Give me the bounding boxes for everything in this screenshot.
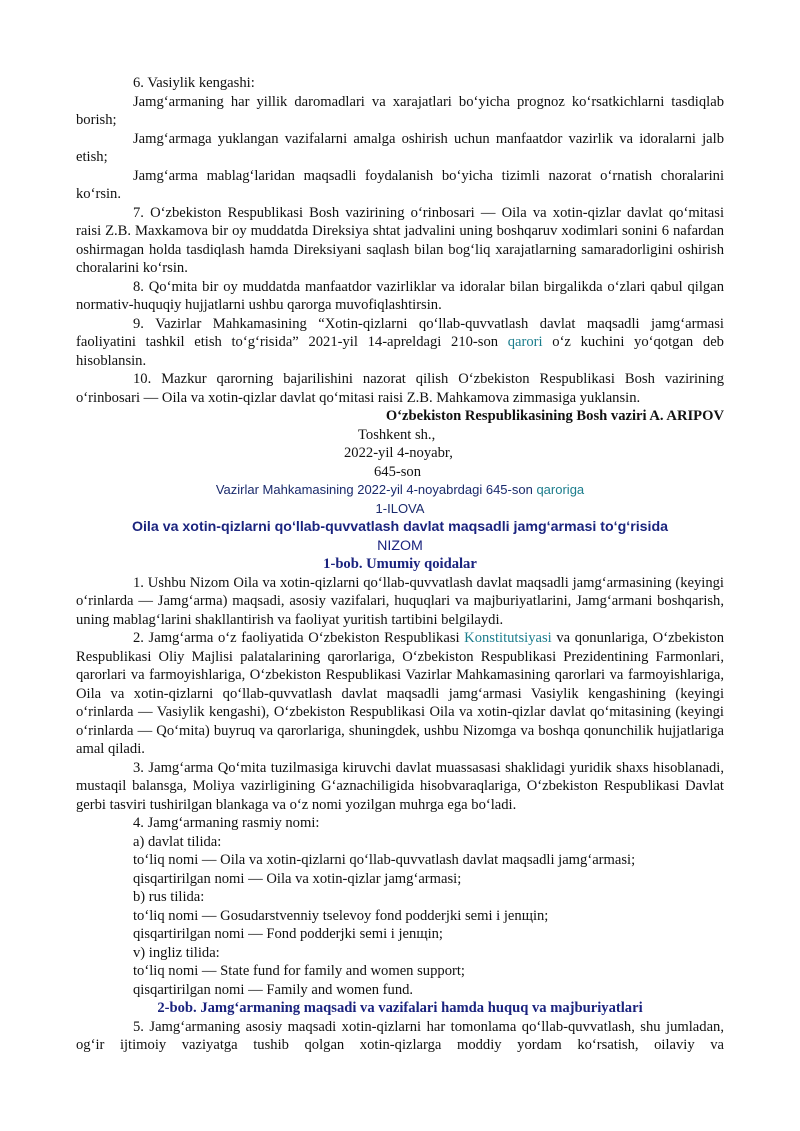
document-page <box>76 74 724 1055</box>
signature: O‘zbekiston Respublikasining Bosh vaziri A. ARIPOV <box>385 408 724 424</box>
clause-1: 1. Ushbu Nizom Oila va xotin-qizlarni qo‘llab-quvvatlash davlat maqsadli jamg‘armasining (keyingi o‘rinlarda — Jamg‘arma) maqsadi, asosiy vazifalari, huquqlari va majburiyatlarini, Jamg‘armani boshqarish, uning mablag‘larini shakllantirish va faoliyat yuritish tartibini belgilaydi. <box>76 574 724 628</box>
regulation-title: Oila va xotin-qizlarni qo‘llab-quvvatlash davlat maqsadli jamg‘armasi to‘g‘risida <box>131 519 669 535</box>
clause-4-a-short: qisqartirilgan nomi — Oila va xotin-qizlar jamg‘armasi; <box>133 870 462 887</box>
qarori-link[interactable]: qarori <box>507 334 543 350</box>
clause-4-v: v) ingliz tilida: <box>133 944 220 961</box>
item-6-b: Jamg‘armaga yuklangan vazifalarni amalga oshirish uchun manfaatdor vazirlik va idoralarni jalb etish; <box>76 130 724 165</box>
appendix-reference <box>76 481 724 500</box>
clause-2-text-b: va qonunlariga, O‘zbekiston Respublikasi Oliy Majlisi palatalarining qarorlariga, O‘zbekiston Respublikasi Prezidentining Farmonlari, qarorlari va farmoyishlariga, O‘zbekiston Respublikasi Vazirlar Mahkamasining qarorlari va farmoyishlariga, Oila va xotin-qizlarni qo‘llab-quvvatlash davlat maqsadli jamg‘armasi Vasiylik kengashining (keyingi o‘rinlarda — Vasiylik kengashi), O‘zbekiston Respublikasi Oila va xotin-qizlar davlat qo‘mitasining (keyingi o‘rinlarda — Qo‘mita) buyruq va qarorlariga, shuningdek, ushbu Nizomga va boshqa qonunchilik hujjatlariga amal qiladi. <box>76 630 724 757</box>
clause-4-v-short: qisqartirilgan nomi — Family and women fund. <box>133 981 414 998</box>
clause-5: 5. Jamg‘armaning asosiy maqsadi xotin-qizlarni har tomonlama qo‘llab-quvvatlash, shu jumladan, og‘ir ijtimoiy vaziyatga tushib qolgan xotin-qizlarga moddiy yordam ko‘rsatish, oilaviy va <box>76 1018 724 1053</box>
item-8: 8. Qo‘mita bir oy muddatda manfaatdor vazirliklar va idoralar bilan birgalikda o‘zlari qabul qilgan normativ-huquqiy hujjatlarni ushbu qarorga muvofiqlashtirsin. <box>76 278 724 313</box>
item-6-a: Jamg‘armaning har yillik daromadlari va xarajatlari bo‘yicha prognoz ko‘rsatkichlarni tasdiqlab borish; <box>76 93 724 128</box>
signature-number: 645-son <box>374 463 422 480</box>
clause-4-a-full: to‘liq nomi — Oila va xotin-qizlarni qo‘llab-quvvatlash davlat maqsadli jamg‘armasi; <box>133 852 636 868</box>
konstitutsiya-link[interactable]: Konstitutsiyasi <box>464 630 552 646</box>
item-9 <box>76 315 724 371</box>
item-6-heading: 6. Vasiylik kengashi: <box>133 75 255 91</box>
clause-4: 4. Jamg‘armaning rasmiy nomi: <box>133 815 320 831</box>
clause-4-b: b) rus tilida: <box>133 889 205 905</box>
chapter-2-heading: 2-bob. Jamg‘armaning maqsadi va vazifalari hamda huquq va majburiyatlari <box>157 1000 643 1016</box>
item-9-text-b: o‘z kuchini yo‘qotgan deb hisoblansin. <box>76 334 724 369</box>
regulation-nizom-label: NIZOM <box>377 537 423 554</box>
clause-4-b-full: to‘liq nomi — Gosudarstvenniy tselevoy fond podderjki semi i jenщin; <box>133 907 549 924</box>
clause-4-a: a) davlat tilida: <box>133 833 222 850</box>
item-9-text-a: 9. Vazirlar Mahkamasining “Xotin-qizlarni qo‘llab-quvvatlash davlat maqsadli jamg‘armasi faoliyatini tashkil etish to‘g‘risida” 2021-yil 14-apreldagi 210-son <box>76 315 724 350</box>
chapter-1-heading: 1-bob. Umumiy qoidalar <box>323 556 477 572</box>
clause-2 <box>76 629 724 759</box>
item-6-c: Jamg‘arma mablag‘laridan maqsadli foydalanish bo‘yicha tizimli nazorat o‘rnatish choralarini ko‘rsin. <box>76 167 724 202</box>
item-7: 7. O‘zbekiston Respublikasi Bosh vazirining o‘rinbosari — Oila va xotin-qizlar davlat qo‘mitasi raisi Z.B. Maxkamova bir oy muddatda Direksiya shtat jadvalini uning boshqaruv xodimlari sonini 6 nafardan oshirmagan holda tasdiqlash hamda Direksiyani saqlash bilan bog‘liq xarajatlarning samaradorligini oshirish choralarini ko‘rsin. <box>76 204 724 276</box>
clause-2-text-a: 2. Jamg‘arma o‘z faoliyatida O‘zbekiston Respublikasi <box>133 630 465 646</box>
item-10: 10. Mazkur qarorning bajarilishini nazorat qilish O‘zbekiston Respublikasi Bosh vazirining o‘rinbosari — Oila va xotin-qizlar davlat qo‘mitasi raisi Z.B. Mahkamova zimmasiga yuklansin. <box>76 371 724 406</box>
appendix-label: 1-ILOVA <box>375 500 425 516</box>
clause-3: 3. Jamg‘arma Qo‘mita tuzilmasiga kiruvchi davlat muassasasi shaklidagi yuridik shaxs hisoblanadi, mustaqil balansga, Moliya vazirligining G‘aznachiligida hisobvaraqlariga, O‘zbekiston Respublikasi Davlat gerbi tasviri tushirilgan blankaga va o‘z nomi yozilgan muhrga ega bo‘ladi. <box>76 759 724 813</box>
qaroriga-link[interactable]: qaroriga <box>536 482 585 497</box>
signature-date: 2022-yil 4-noyabr, <box>344 445 453 461</box>
clause-4-b-short: qisqartirilgan nomi — Fond podderjki semi i jenщin; <box>133 926 443 942</box>
clause-4-v-full: to‘liq nomi — State fund for family and women support; <box>133 963 465 979</box>
appendix-reference-text: Vazirlar Mahkamasining 2022-yil 4-noyabrdagi 645-son <box>215 482 537 497</box>
signature-city: Toshkent sh., <box>358 426 436 443</box>
